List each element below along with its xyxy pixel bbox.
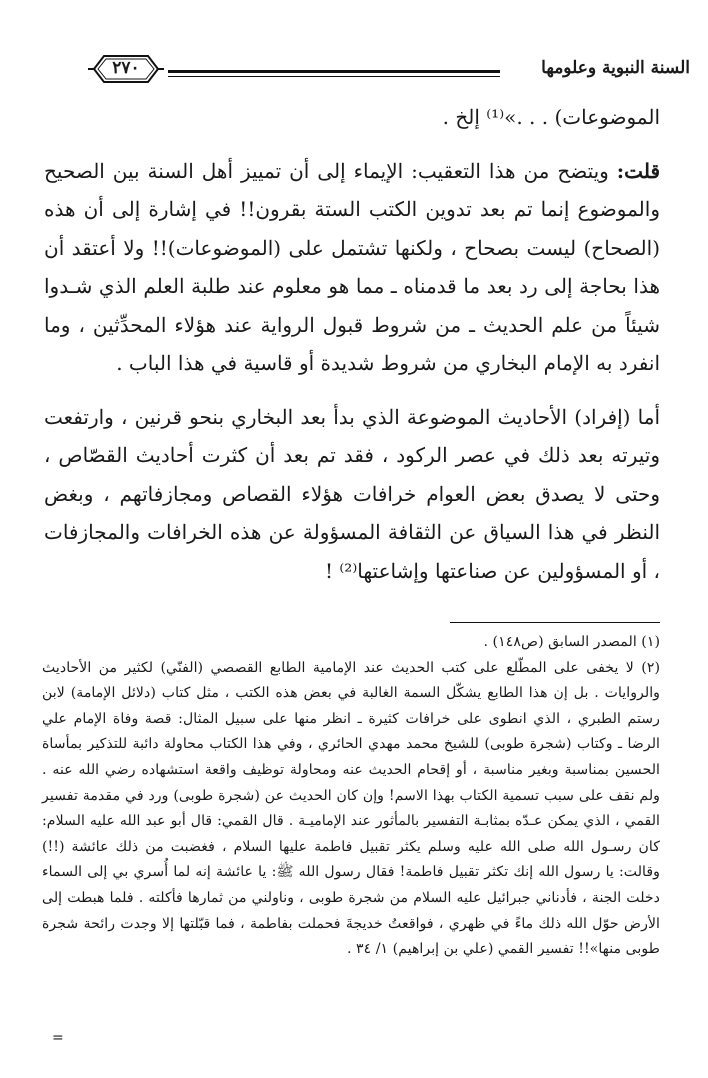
running-header [18, 44, 690, 98]
main-text [44, 98, 660, 590]
qult-label: قلت: [616, 158, 660, 183]
footnote-1-number: (١) [641, 634, 660, 650]
footnote-1-text: المصدر السابق (ص١٤٨) . [483, 634, 642, 650]
continued-mark: = [52, 1030, 64, 1046]
paragraph-2: أما (إفراد) الأحاديث الموضوعة الذي بدأ بعد البخاري بنحو قرنين ، وارتفعت وتيرته بعد ذلك في عصر الركود ، فقد تم بعد أن كثرت أحاديث القصّاص ، وحتى لا يصدق بعض العوام خرافات هؤلاء القصاص ومجازفاتهم ، وبغض النظر في هذا السياق عن الثقافة المسؤولة عن هذه الخرافات والمجازفات ، أو المسؤولين عن صناعتها وإشاعتها⁽²⁾ ! [44, 404, 660, 583]
footnotes [42, 630, 660, 963]
header-rule [168, 70, 500, 73]
footnote-2-text: لا يخفى على المطّلع على كتب الحديث عند الإمامية الطابع القصصي (الفنّي) لكثير من الأحاديث والروايات . بل إن هذا الطابع يشكّل السمة الغالبة في بعض هذه الكتب ، مثل كتاب (دلائل الإمامة) لابن رستم الطبري ، الذي انطوى على خرافات كثيرة ـ انظر منها على سبيل المثال: قصة وفاة الإمام علي الرضا ـ وكتاب (شجرة طوبى) للشيخ محمد مهدي الحائري ، وفي هذا الكتاب محاولة دائبة للتذكير بمأساة الحسين بمناسبة وبغير مناسبة ، أو إقحام الحديث عنه ومحاولة توظيف واقعة استشهاده رضي الله عنه . ولم نقف على سبب تسمية الكتاب بهذا الاسم! وإن كان الحديث عن (شجرة طوبى) ورد في مقدمة تفسير القمي ، الذي يمكن عـدّه بمثابـة التفسير بالمأثور عند الإماميـة . قال القمي: قال أبو عبد الله عليه السلام: كان رسـول الله صلى الله عليه وسلم يكثر تقبيل فاطمة عليها السلام ، فغضبت من ذلك عائشة (!!) وقالت: يا رسول الله إنك تكثر تقبيل فاطمة! فقال رسول الله ﷺ: يا عائشة إنه لما أُسري بي إلى السماء دخلت الجنة ، فأدناني جبرائيل عليه السلام من شجرة طوبى ، وناولني من ثمارها فأكلته . فلما هبطت إلى الأرض حوّل الله ذلك ماءً في ظهري ، فواقعتُ خديجةَ فحملت بفاطمة ، فما قبّلتها إلا وجدت رائحة شجرة طوبى منها»!! تفسير القمي (علي بن إبراهيم) ١/ ٣٤ . [42, 659, 661, 958]
paragraph-1 [44, 152, 660, 383]
footnote-separator [450, 622, 660, 623]
page-number-badge [88, 52, 164, 86]
footnote-2-number: (٢) [641, 659, 660, 676]
running-title: السنة النبوية وعلومها [541, 58, 690, 78]
page-number: ٢٧٠ [112, 58, 140, 78]
paragraph-1-text: ويتضح من هذا التعقيب: الإيماء إلى أن تمييز أهل السنة بين الصحيح والموضوع إنما تم بعد تدوين الكتب الستة بقرون!! في إشارة إلى أن هذه (الصحاح) ليست بصحاح ، ولكنها تشتمل على (الموضوعات)!! ولا أعتقد أن هذا بحاجة إلى رد بعد ما قدمناه ـ مما هو معلوم عند طلبة العلم الذي شـدوا شيئاً من علم الحديث ـ من شروط قبول الرواية عند هؤلاء المحدِّثين ، وما انفرد به الإمام البخاري من شروط شديدة أو قاسية في هذا الباب . [44, 158, 660, 375]
footnote-1 [42, 630, 660, 656]
footnote-2 [42, 656, 660, 963]
lead-line: الموضوعات) . . .»⁽¹⁾ إلخ . [442, 105, 660, 129]
header-rule-thin [168, 76, 500, 77]
